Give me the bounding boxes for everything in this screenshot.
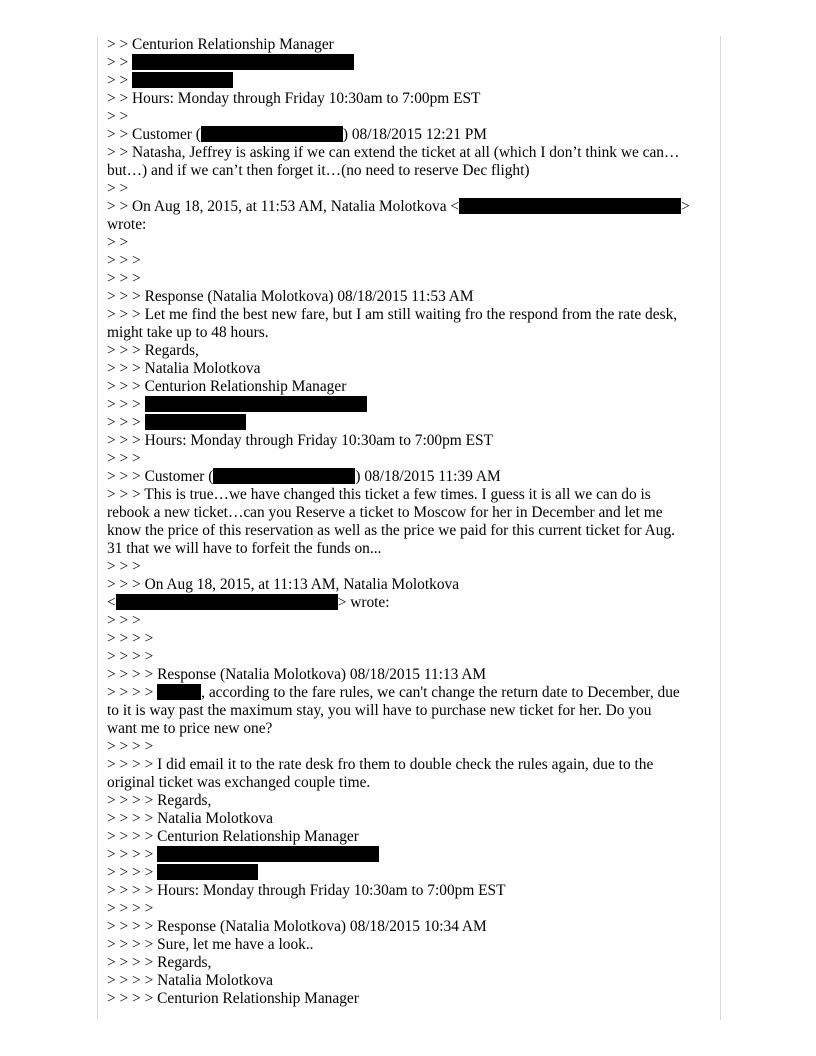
text-line: > > > > Sure, let me have a look.. [107,936,314,953]
text-line: > > > [107,396,707,414]
text-line: > > [107,72,707,90]
text-line: want me to price new one? [107,720,273,737]
text-line: > > [107,180,129,197]
text-line: > > Hours: Monday through Friday 10:30am to 7:00pm EST [107,90,481,107]
text-line: > > > > , according to the fare rules, we can't change the return date to December, due [107,684,680,701]
redaction-block [201,126,343,142]
text-line: > > > > [107,864,707,882]
redaction-block [132,54,354,70]
text-line: > > > [107,414,707,432]
text-line: > > > > [107,648,154,665]
text-line: > > > Centurion Relationship Manager [107,378,347,395]
text-line: > > > [107,252,141,269]
text-line: > > [107,108,129,125]
text-line: > > > [107,612,141,629]
text-line: > > > This is true…we have changed this ticket a few times. I guess it is all we can do is [107,486,651,503]
redaction-block [157,846,379,862]
text-line: > > > > Regards, [107,954,212,971]
text-line: > > > On Aug 18, 2015, at 11:13 AM, Natalia Molotkova [107,576,460,593]
text-line: > > > > Hours: Monday through Friday 10:30am to 7:00pm EST [107,882,506,899]
text-line: 31 that we will have to forfeit the funds on... [107,540,382,557]
text-line: > > > > Centurion Relationship Manager [107,990,359,1007]
text-line: > > On Aug 18, 2015, at 11:53 AM, Natalia Molotkova < > [107,198,690,215]
redaction-block [157,684,201,700]
text-line: > > > Hours: Monday through Friday 10:30am to 7:00pm EST [107,432,493,449]
redaction-block [132,72,233,88]
text-line: > > > > [107,738,154,755]
text-line: > > > > Response (Natalia Molotkova) 08/18/2015 10:34 AM [107,918,487,935]
text-line: > > > > Natalia Molotkova [107,810,273,827]
email-thread [107,36,707,1008]
text-line: > > > Customer ( ) 08/18/2015 11:39 AM [107,468,501,485]
text-line: > > [107,54,707,72]
text-line: > > > > Response (Natalia Molotkova) 08/18/2015 11:13 AM [107,666,487,683]
text-line: > > > [107,270,141,287]
text-line: > > Centurion Relationship Manager [107,36,334,53]
text-line: > > [107,234,129,251]
redaction-block [213,468,355,484]
text-line: > > > > [107,900,154,917]
text-line: > > > > [107,846,707,864]
text-line: > > Natasha, Jeffrey is asking if we can extend the ticket at all (which I don’t think we can… [107,144,680,161]
redaction-block [145,396,367,412]
text-line: to it is way past the maximum stay, you will have to purchase new ticket for her. Do you [107,702,652,719]
text-line: might take up to 48 hours. [107,324,269,341]
text-line: wrote: [107,216,147,233]
text-line: > > > Let me find the best new fare, but I am still waiting fro the respond from the rate desk, [107,306,678,323]
text-line: > > > > I did email it to the rate desk fro them to double check the rules again, due to the [107,756,654,773]
text-line: < > wrote: [107,594,390,611]
redaction-block [459,198,681,214]
text-line: > > > > Regards, [107,792,212,809]
text-line: original ticket was exchanged couple time. [107,774,371,791]
text-line: > > > Regards, [107,342,199,359]
text-line: but…) and if we can’t then forget it…(no need to reserve Dec flight) [107,162,530,179]
text-line: rebook a new ticket…can you Reserve a ticket to Moscow for her in December and let me [107,504,663,521]
text-line: > > > [107,558,141,575]
text-line: > > Customer ( ) 08/18/2015 12:21 PM [107,126,487,143]
text-line: > > > Natalia Molotkova [107,360,261,377]
text-line: > > > [107,450,141,467]
text-line: > > > > Natalia Molotkova [107,972,273,989]
redaction-block [145,414,246,430]
text-line: know the price of this reservation as well as the price we paid for this current ticket for Aug. [107,522,675,539]
text-line: > > > > [107,630,154,647]
redaction-block [157,864,258,880]
text-line: > > > Response (Natalia Molotkova) 08/18/2015 11:53 AM [107,288,474,305]
redaction-block [116,594,338,610]
text-line: > > > > Centurion Relationship Manager [107,828,359,845]
